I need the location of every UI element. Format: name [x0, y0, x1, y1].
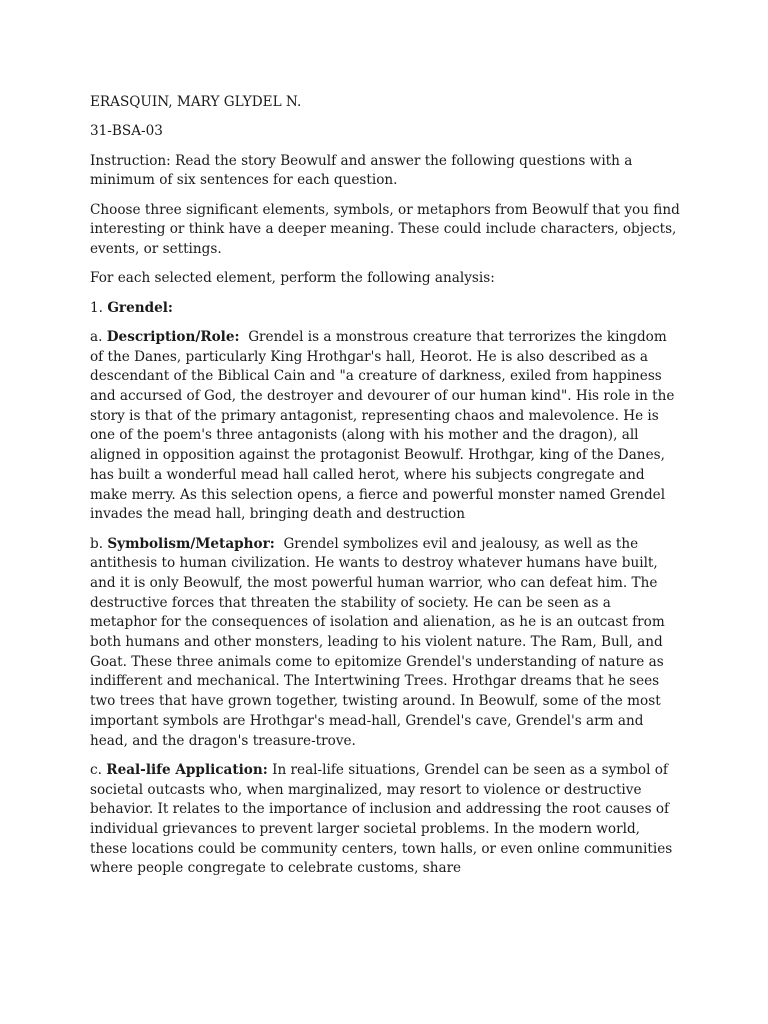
element-heading [90, 299, 680, 319]
symbolism-paragraph [90, 535, 680, 752]
application-text: In real-life situations, Grendel can be seen as a symbol of societal outcasts who, when marginalized, may resort to violence or destructive behavior. It relates to the importance of inclusion and addressing the root causes of individual grievances to prevent larger societal problems. In the modern world, these locations could be community centers, town halls, or even online communities where people congregate to celebrate customs, share [90, 761, 673, 877]
student-section: 31-BSA-03 [90, 123, 163, 140]
symbolism-label: Symbolism/Metaphor: [107, 535, 275, 552]
student-name: ERASQUIN, MARY GLYDEL N. [90, 94, 302, 110]
element-number: 1. [90, 299, 103, 316]
symbolism-prefix: b. [90, 535, 104, 552]
instruction-paragraph: Instruction: Read the story Beowulf and answer the following questions with a minimum of six sentences for each question. [90, 152, 633, 189]
element-title: Grendel: [107, 299, 173, 316]
description-text: Grendel is a monstrous creature that terrorizes the kingdom of the Danes, particularly King Hrothgar's hall, Heorot. He is also described as a descendant of the Biblical Cain and "a creature of darkness, exiled from happiness and accursed of God, the destroyer and devourer of our human kind". His role in the story is that of the primary antagonist, representing chaos and malevolence. He is one of the poem's three antagonists (along with his mother and the dragon), all aligned in opposition against the protagonist Beowulf. Hrothgar, king of the Danes, has built a wonderful mead hall called herot, where his subjects congregate and make merry. As this selection opens, a fierce and powerful monster named Grendel invades the mead hall, bringing death and destruction [90, 328, 675, 523]
description-label: Description/Role: [106, 328, 240, 345]
analysis-intro: For each selected element, perform the following analysis: [90, 270, 495, 287]
symbolism-text: Grendel symbolizes evil and jealousy, as well as the antithesis to human civilization. He wants to destroy whatever humans have built, and it is only Beowulf, the most powerful human warrior, who can defeat him. The destructive forces that threaten the stability of society. He can be seen as a metaphor for the consequences of isolation and alienation, as he is an outcast from both humans and other monsters, leading to his violent nature. The Ram, Bull, and Goat. These three animals come to epitomize Grendel's understanding of nature as indifferent and mechanical. The Intertwining Trees. Hrothgar dreams that he sees two trees that have grown together, twisting around. In Beowulf, some of the most important symbols are Hrothgar's mead-hall, Grendel's cave, Grendel's arm and head, and the dragon's treasure-trove. [90, 535, 665, 749]
prompt-paragraph: Choose three significant elements, symbols, or metaphors from Beowulf that you find interesting or think have a deeper meaning. These could include characters, objects, events, or settings. [90, 201, 680, 257]
description-paragraph [90, 328, 680, 525]
application-label: Real-life Application: [106, 761, 268, 778]
document-page [90, 93, 680, 889]
application-prefix: c. [90, 761, 102, 778]
description-prefix: a. [90, 328, 103, 345]
application-paragraph [90, 761, 680, 879]
